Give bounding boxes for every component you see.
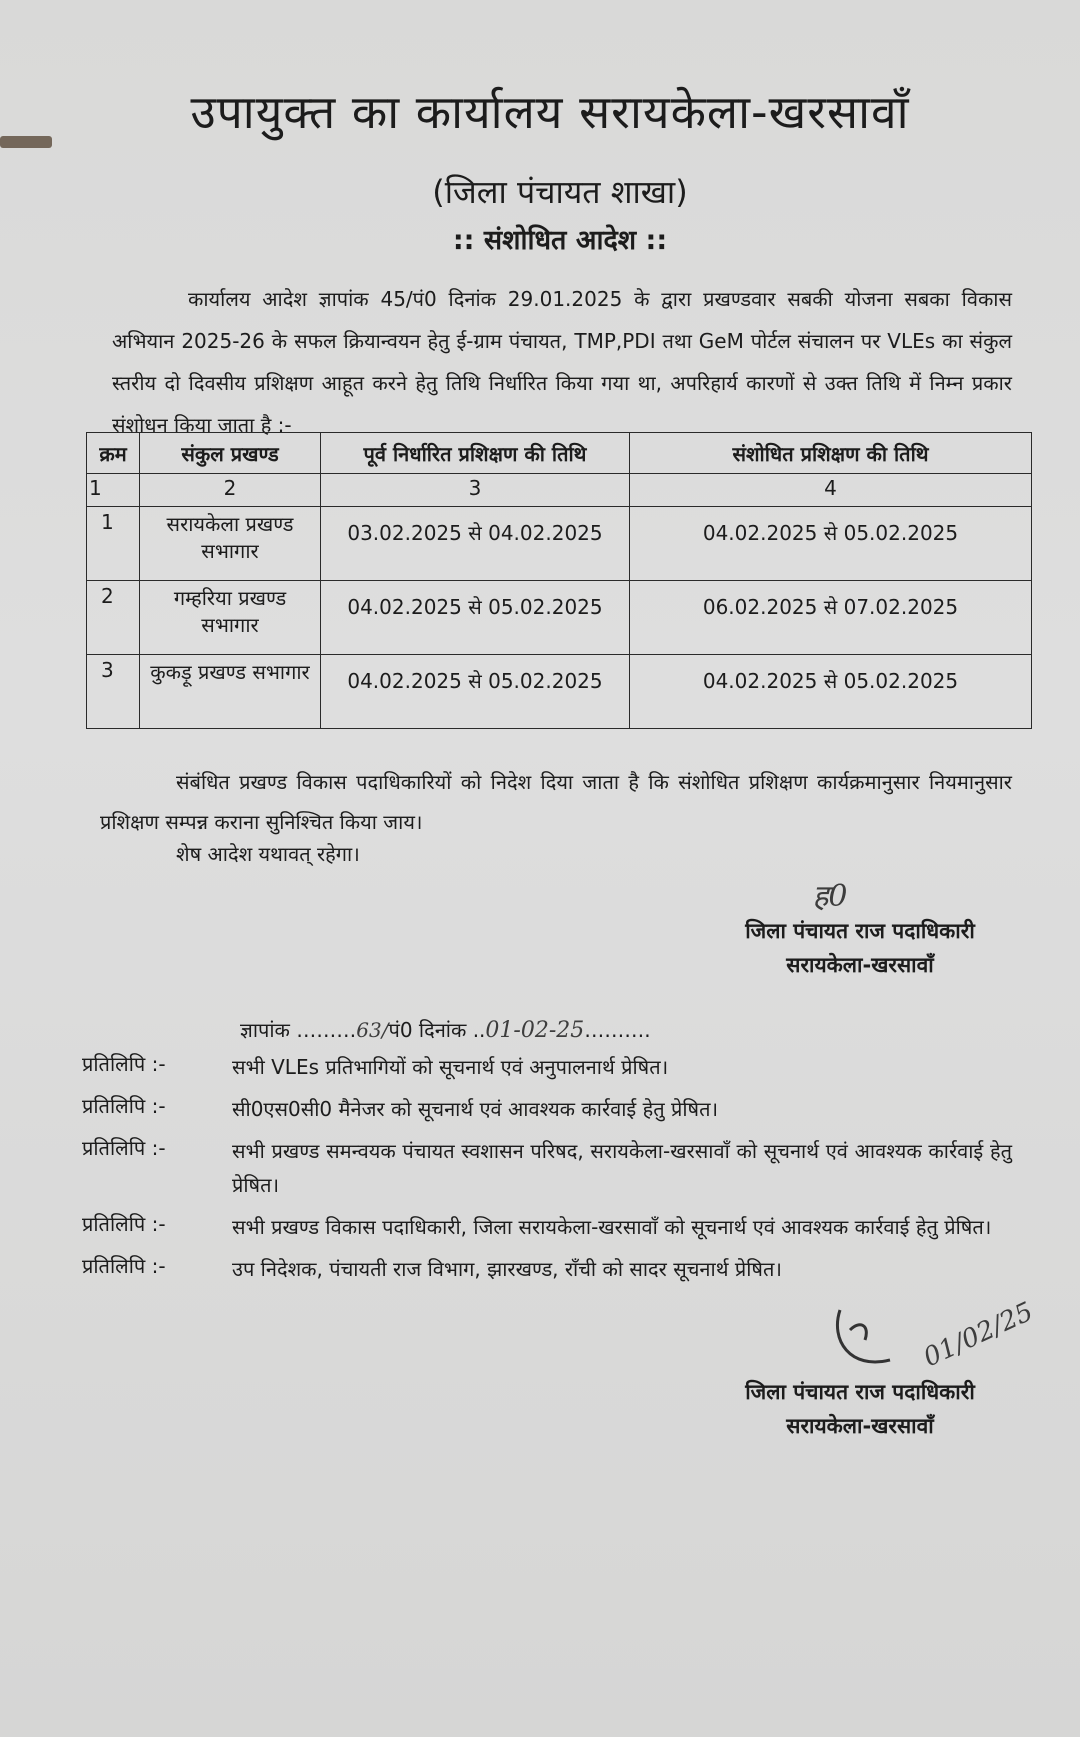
intro-text: कार्यालय आदेश ज्ञापांक 45/पं0 दिनांक 29.01.2025 के द्वारा प्रखण्डवार सबकी योजना सबका विकास अभियान 2025-26 के सफल क्रियान्वयन हेतु ई-ग्राम पंचायत, TMP,PDI तथा GeM पोर्टल संचालन पर VLEs का संकुल स्तरीय दो दिवसीय प्रशिक्षण आहूत करने हेतु तिथि निर्धारित किया गया था, अपरिहार्य कारणों से उक्त तिथि में निम्न प्रकार संशोधन किया जाता है :-: [112, 287, 1012, 437]
memo-number: 63/: [356, 1018, 389, 1042]
row-sn: 3: [87, 655, 140, 729]
table-index-row: [87, 474, 1032, 507]
memo-label: ज्ञापांक: [240, 1018, 290, 1042]
table-row: [87, 655, 1032, 729]
handwritten-signature: [820, 1296, 1040, 1380]
index-cell: 2: [140, 474, 321, 507]
table-row: [87, 507, 1032, 581]
row-block: गम्हरिया प्रखण्ड सभागार: [140, 581, 321, 655]
memo-suffix: पं0 दिनांक: [388, 1018, 467, 1042]
index-cell: 3: [321, 474, 630, 507]
signature-date: 01/02/25: [919, 1296, 1038, 1374]
office-title: उपायुक्त का कार्यालय सरायकेला-खरसावाँ: [190, 85, 910, 139]
row-block: सरायकेला प्रखण्ड सभागार: [140, 507, 321, 581]
row-old-date: 03.02.2025 से 04.02.2025: [321, 507, 630, 581]
copy-label: प्रतिलिपि :-: [82, 1254, 166, 1278]
row-old-date: 04.02.2025 से 05.02.2025: [321, 581, 630, 655]
copy-item: [82, 1092, 1012, 1126]
row-new-date: 06.02.2025 से 07.02.2025: [630, 581, 1032, 655]
row-old-date: 04.02.2025 से 05.02.2025: [321, 655, 630, 729]
signature-designation-2: जिला पंचायत राज पदाधिकारी: [745, 1380, 975, 1404]
copy-item: [82, 1134, 1012, 1202]
row-sn: 2: [87, 581, 140, 655]
order-title: :: संशोधित आदेश ::: [452, 225, 668, 256]
copy-item: [82, 1210, 1012, 1244]
signature-block-2: [720, 1375, 1000, 1443]
branch-title: (जिला पंचायत शाखा): [432, 173, 688, 211]
header-old-date: पूर्व निर्धारित प्रशिक्षण की तिथि: [321, 433, 630, 474]
copy-label: प्रतिलिपि :-: [82, 1052, 166, 1076]
copy-text: उप निदेशक, पंचायती राज विभाग, झारखण्ड, राँची को सादर सूचनार्थ प्रेषित।: [232, 1257, 782, 1281]
row-new-date: 04.02.2025 से 05.02.2025: [630, 655, 1032, 729]
schedule-table: [86, 432, 1032, 729]
memo-line: ज्ञापांक ………63/पं0 दिनांक ..01-02-25……….: [240, 1018, 651, 1043]
copy-label: प्रतिलिपि :-: [82, 1136, 166, 1160]
table-row: [87, 581, 1032, 655]
copy-label: प्रतिलिपि :-: [82, 1094, 166, 1118]
directive-paragraph: [100, 762, 1012, 842]
row-block: कुकड़ू प्रखण्ड सभागार: [140, 655, 321, 729]
copy-text: सभी प्रखण्ड समन्वयक पंचायत स्वशासन परिषद, सरायकेला-खरसावाँ को सूचनार्थ एवं आवश्यक कार्रवाई हेतु प्रेषित।: [232, 1139, 1012, 1197]
header-new-date: संशोधित प्रशिक्षण की तिथि: [630, 433, 1032, 474]
index-cell: 1: [87, 474, 140, 507]
signature-place: सरायकेला-खरसावाँ: [786, 953, 934, 977]
copies-list: [82, 1050, 1012, 1294]
signature-designation: जिला पंचायत राज पदाधिकारी: [745, 919, 975, 943]
directive-text: संबंधित प्रखण्ड विकास पदाधिकारियों को निदेश दिया जाता है कि संशोधित प्रशिक्षण कार्यक्रमानुसार नियमानुसार प्रशिक्षण सम्पन्न कराना सुनिश्चित किया जाय।: [100, 770, 1012, 834]
signature-place-2: सरायकेला-खरसावाँ: [786, 1414, 934, 1438]
memo-date: 01-02-25: [485, 1018, 585, 1043]
signature-block: [710, 880, 1010, 982]
copy-text: सभी VLEs प्रतिभागियों को सूचनार्थ एवं अनुपालनार्थ प्रेषित।: [232, 1055, 669, 1079]
copy-text: सभी प्रखण्ड विकास पदाधिकारी, जिला सरायकेला-खरसावाँ को सूचनार्थ एवं आवश्यक कार्रवाई हेतु प्रेषित।: [232, 1215, 992, 1239]
intro-paragraph: [112, 278, 1012, 446]
row-new-date: 04.02.2025 से 05.02.2025: [630, 507, 1032, 581]
row-sn: 1: [87, 507, 140, 581]
header-sn: क्रम: [87, 433, 140, 474]
remaining-text: शेष आदेश यथावत् रहेगा।: [176, 842, 360, 866]
signature-initials: ह0: [812, 879, 848, 914]
header-block: संकुल प्रखण्ड: [140, 433, 321, 474]
index-cell: 4: [630, 474, 1032, 507]
copy-item: [82, 1050, 1012, 1084]
table-header-row: [87, 433, 1032, 474]
copy-item: [82, 1252, 1012, 1286]
copy-label: प्रतिलिपि :-: [82, 1212, 166, 1236]
copy-text: सी0एस0सी0 मैनेजर को सूचनार्थ एवं आवश्यक कार्रवाई हेतु प्रेषित।: [232, 1097, 719, 1121]
